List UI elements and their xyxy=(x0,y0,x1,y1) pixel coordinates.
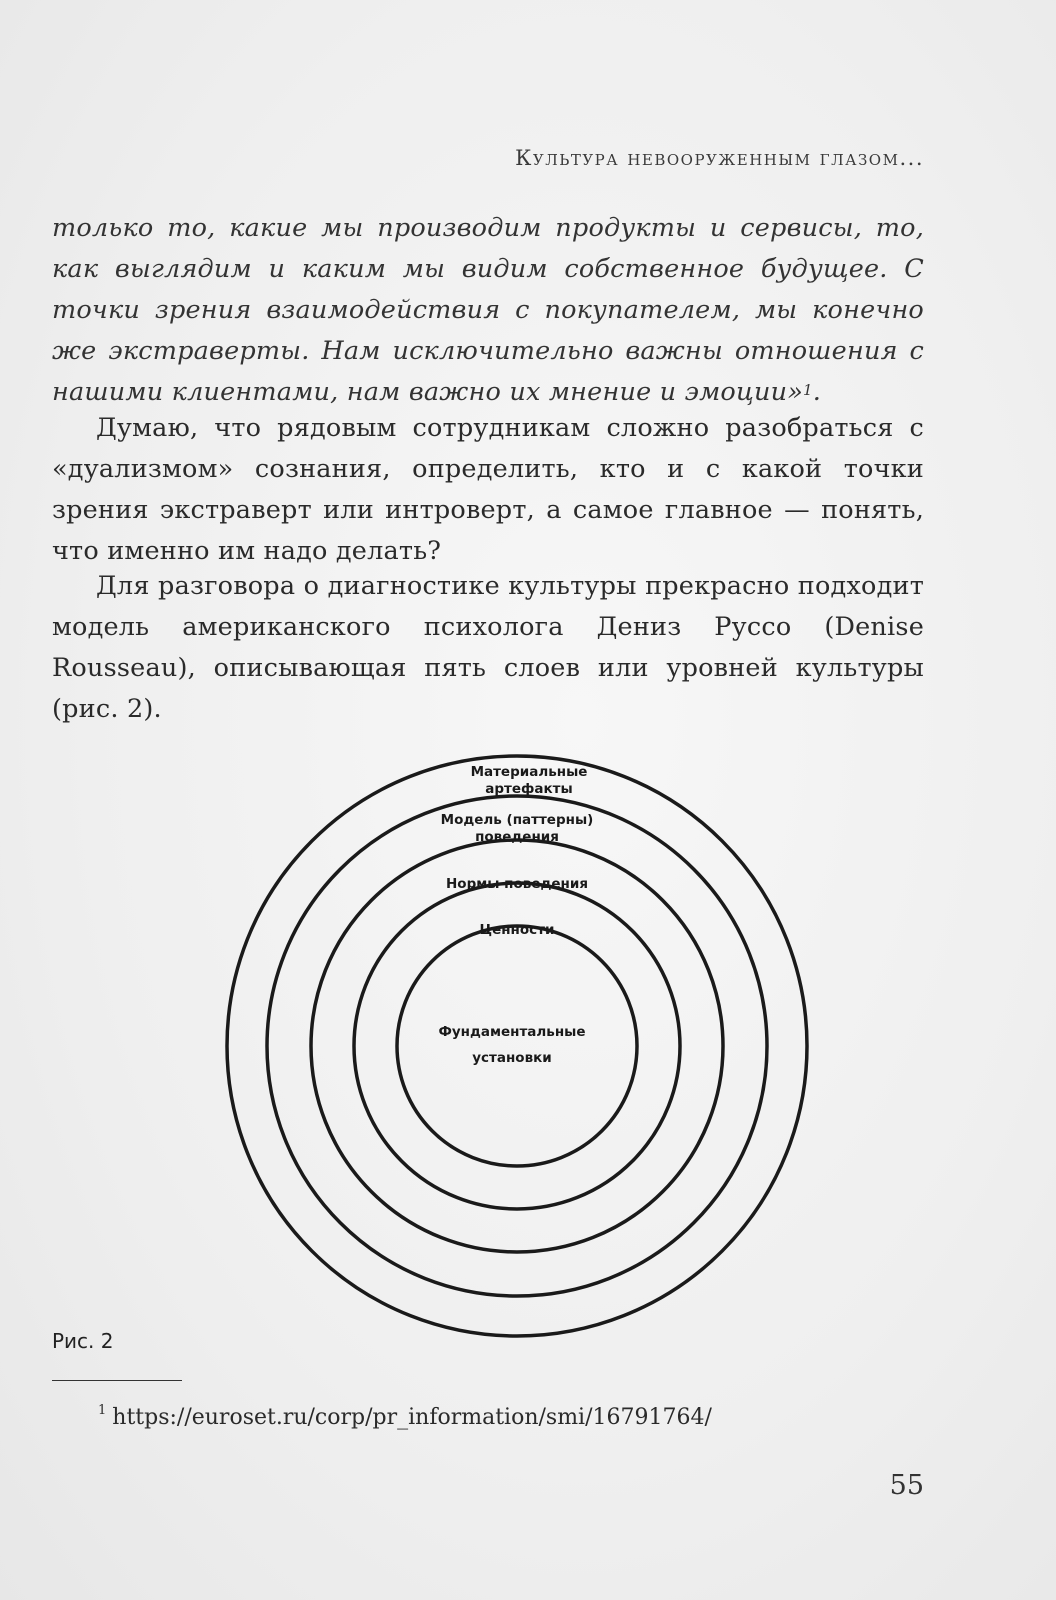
label-material-artifacts-2: артефакты xyxy=(485,781,573,797)
running-head: Культура невооруженным глазом... xyxy=(515,146,924,170)
label-material-artifacts-1: Материальные xyxy=(470,764,588,780)
quote-tail: . xyxy=(812,377,822,407)
paragraph-rousseau-model: Для разговора о диагностике культуры прекрасно подходит модель американского психолога Дениз Руссо (Denise Rousseau), описывающая пять слоев или уровней культуры (рис. 2). xyxy=(52,571,924,724)
culture-layers-diagram xyxy=(172,752,862,1342)
ring-behavior-patterns xyxy=(267,796,767,1296)
footnote-marker: 1 xyxy=(98,1403,107,1418)
label-behavior-patterns-2: поведения xyxy=(475,829,559,845)
label-fundamental-assumptions-1: Фундаментальные xyxy=(438,1024,586,1040)
page-number: 55 xyxy=(889,1470,924,1501)
label-behavior-patterns-1: Модель (паттерны) xyxy=(440,812,594,828)
ring-behavior-norms xyxy=(311,840,723,1252)
label-fundamental-assumptions-2: установки xyxy=(472,1050,552,1066)
footnote-reference: 1 xyxy=(803,381,813,399)
paragraph-dualism: Думаю, что рядовым сотрудникам сложно разобраться с «дуализмом» сознания, определить, кто и с какой точки зрения экстраверт или интроверт, а самое главное — понять, что именно им надо делать? xyxy=(52,413,924,566)
label-values: Ценности xyxy=(479,922,555,938)
quote-paragraph xyxy=(52,208,924,413)
figure-caption: Рис. 2 xyxy=(52,1329,114,1353)
footnote-url: https://euroset.ru/corp/pr_information/smi/16791764/ xyxy=(112,1405,712,1430)
footnote xyxy=(98,1405,712,1430)
ring-fundamental-assumptions xyxy=(397,926,637,1166)
quote-text: только то, какие мы производим продукты и сервисы, то, как выглядим и каким мы видим собственное будущее. С точки зрения взаимодействия с покупателем, мы конечно же экстраверты. Нам исключительно важны отношения с нашими клиентами, нам важно их мнение и эмоции» xyxy=(52,213,924,407)
label-behavior-norms: Нормы поведения xyxy=(446,876,588,892)
footnote-divider xyxy=(52,1380,182,1381)
